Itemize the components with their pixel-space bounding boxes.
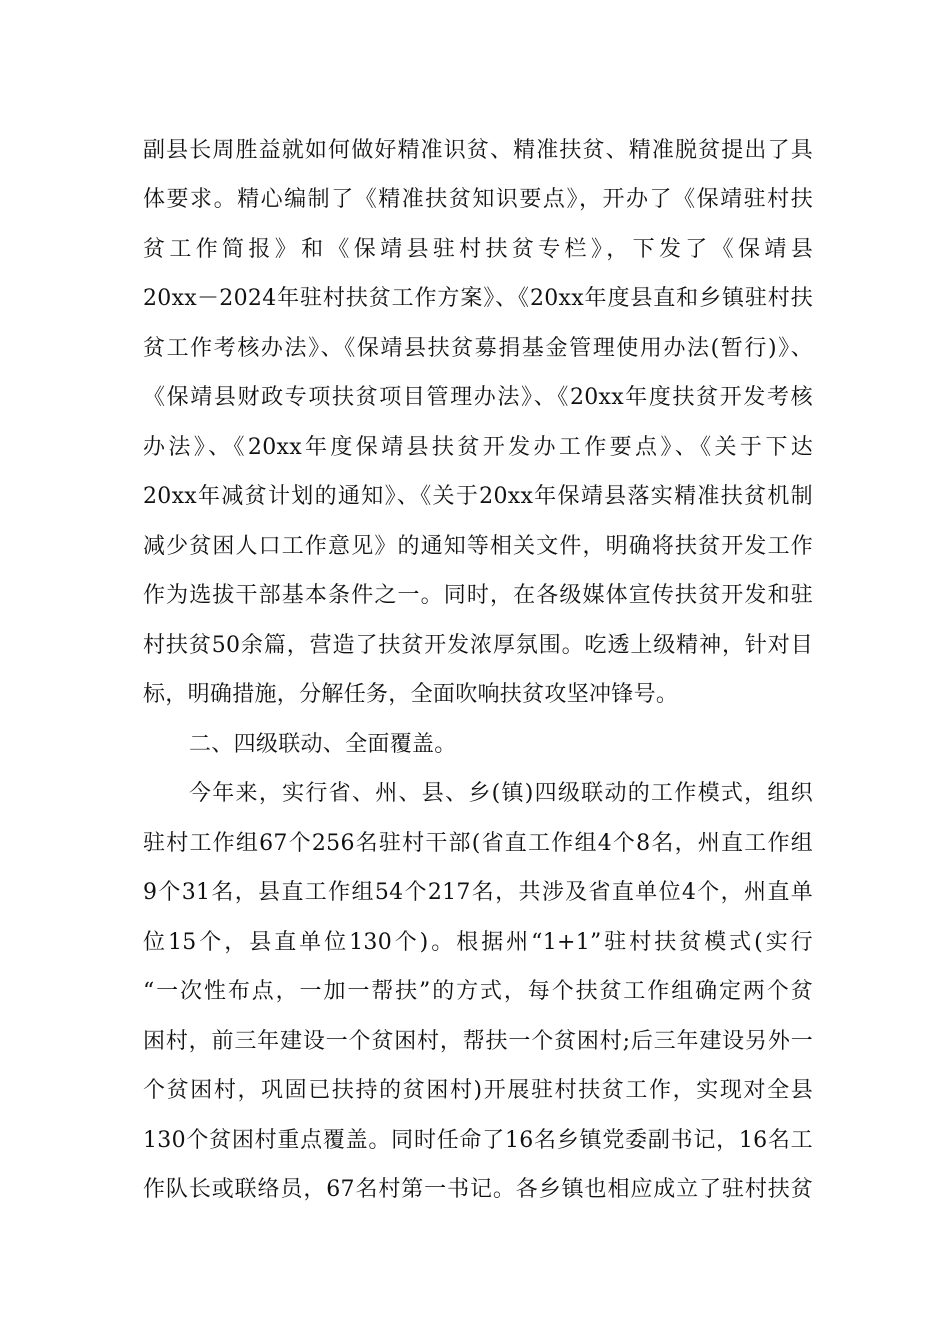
section-heading: 二、四级联动、全面覆盖。: [189, 732, 457, 757]
paragraph-line: 副县长周胜益就如何做好精准识贫、精准扶贫、精准脱贫提出了具: [143, 138, 813, 163]
paragraph-line: 标，明确措施，分解任务，全面吹响扶贫攻坚冲锋号。: [143, 682, 679, 707]
paragraph-line: 困村，前三年建设一个贫困村，帮扶一个贫困村;后三年建设另外一: [143, 1029, 813, 1054]
paragraph-line: 9个31名，县直工作组54个217名，共涉及省直单位4个，州直单: [143, 880, 813, 905]
paragraph-line: 作为选拔干部基本条件之一。同时，在各级媒体宣传扶贫开发和驻: [143, 583, 813, 608]
paragraph-line: 贫工作简报》和《保靖县驻村扶贫专栏》，下发了《保靖县: [143, 237, 813, 262]
paragraph-line: 减少贫困人口工作意见》的通知等相关文件，明确将扶贫开发工作: [143, 534, 813, 559]
paragraph-line: “一次性布点，一加一帮扶”的方式，每个扶贫工作组确定两个贫: [143, 979, 813, 1004]
paragraph-line: 作队长或联络员，67名村第一书记。各乡镇也相应成立了驻村扶贫: [143, 1177, 813, 1202]
paragraph-line: 体要求。精心编制了《精准扶贫知识要点》，开办了《保靖驻村扶: [143, 187, 813, 212]
paragraph-line: 村扶贫50余篇，营造了扶贫开发浓厚氛围。吃透上级精神，针对目: [143, 633, 813, 658]
paragraph-line: 位15个，县直单位130个)。根据州“1+1”驻村扶贫模式(实行: [143, 930, 813, 955]
paragraph-line: 今年来，实行省、州、县、乡(镇)四级联动的工作模式，组织: [189, 781, 813, 806]
paragraph-line: 个贫困村，巩固已扶持的贫困村)开展驻村扶贫工作，实现对全县: [143, 1078, 813, 1103]
paragraph-line: 《保靖县财政专项扶贫项目管理办法》、《20xx年度扶贫开发考核: [143, 385, 813, 410]
paragraph-line: 办法》、《20xx年度保靖县扶贫开发办工作要点》、《关于下达: [143, 435, 813, 460]
paragraph-line: 20xx－2024年驻村扶贫工作方案》、《20xx年度县直和乡镇驻村扶: [143, 286, 813, 311]
paragraph-line: 贫工作考核办法》、《保靖县扶贫募捐基金管理使用办法(暂行)》、: [143, 336, 813, 361]
paragraph-line: 130个贫困村重点覆盖。同时任命了16名乡镇党委副书记，16名工: [143, 1128, 813, 1153]
paragraph-line: 驻村工作组67个256名驻村干部(省直工作组4个8名，州直工作组: [143, 831, 813, 856]
paragraph-line: 20xx年减贫计划的通知》、《关于20xx年保靖县落实精准扶贫机制: [143, 484, 813, 509]
